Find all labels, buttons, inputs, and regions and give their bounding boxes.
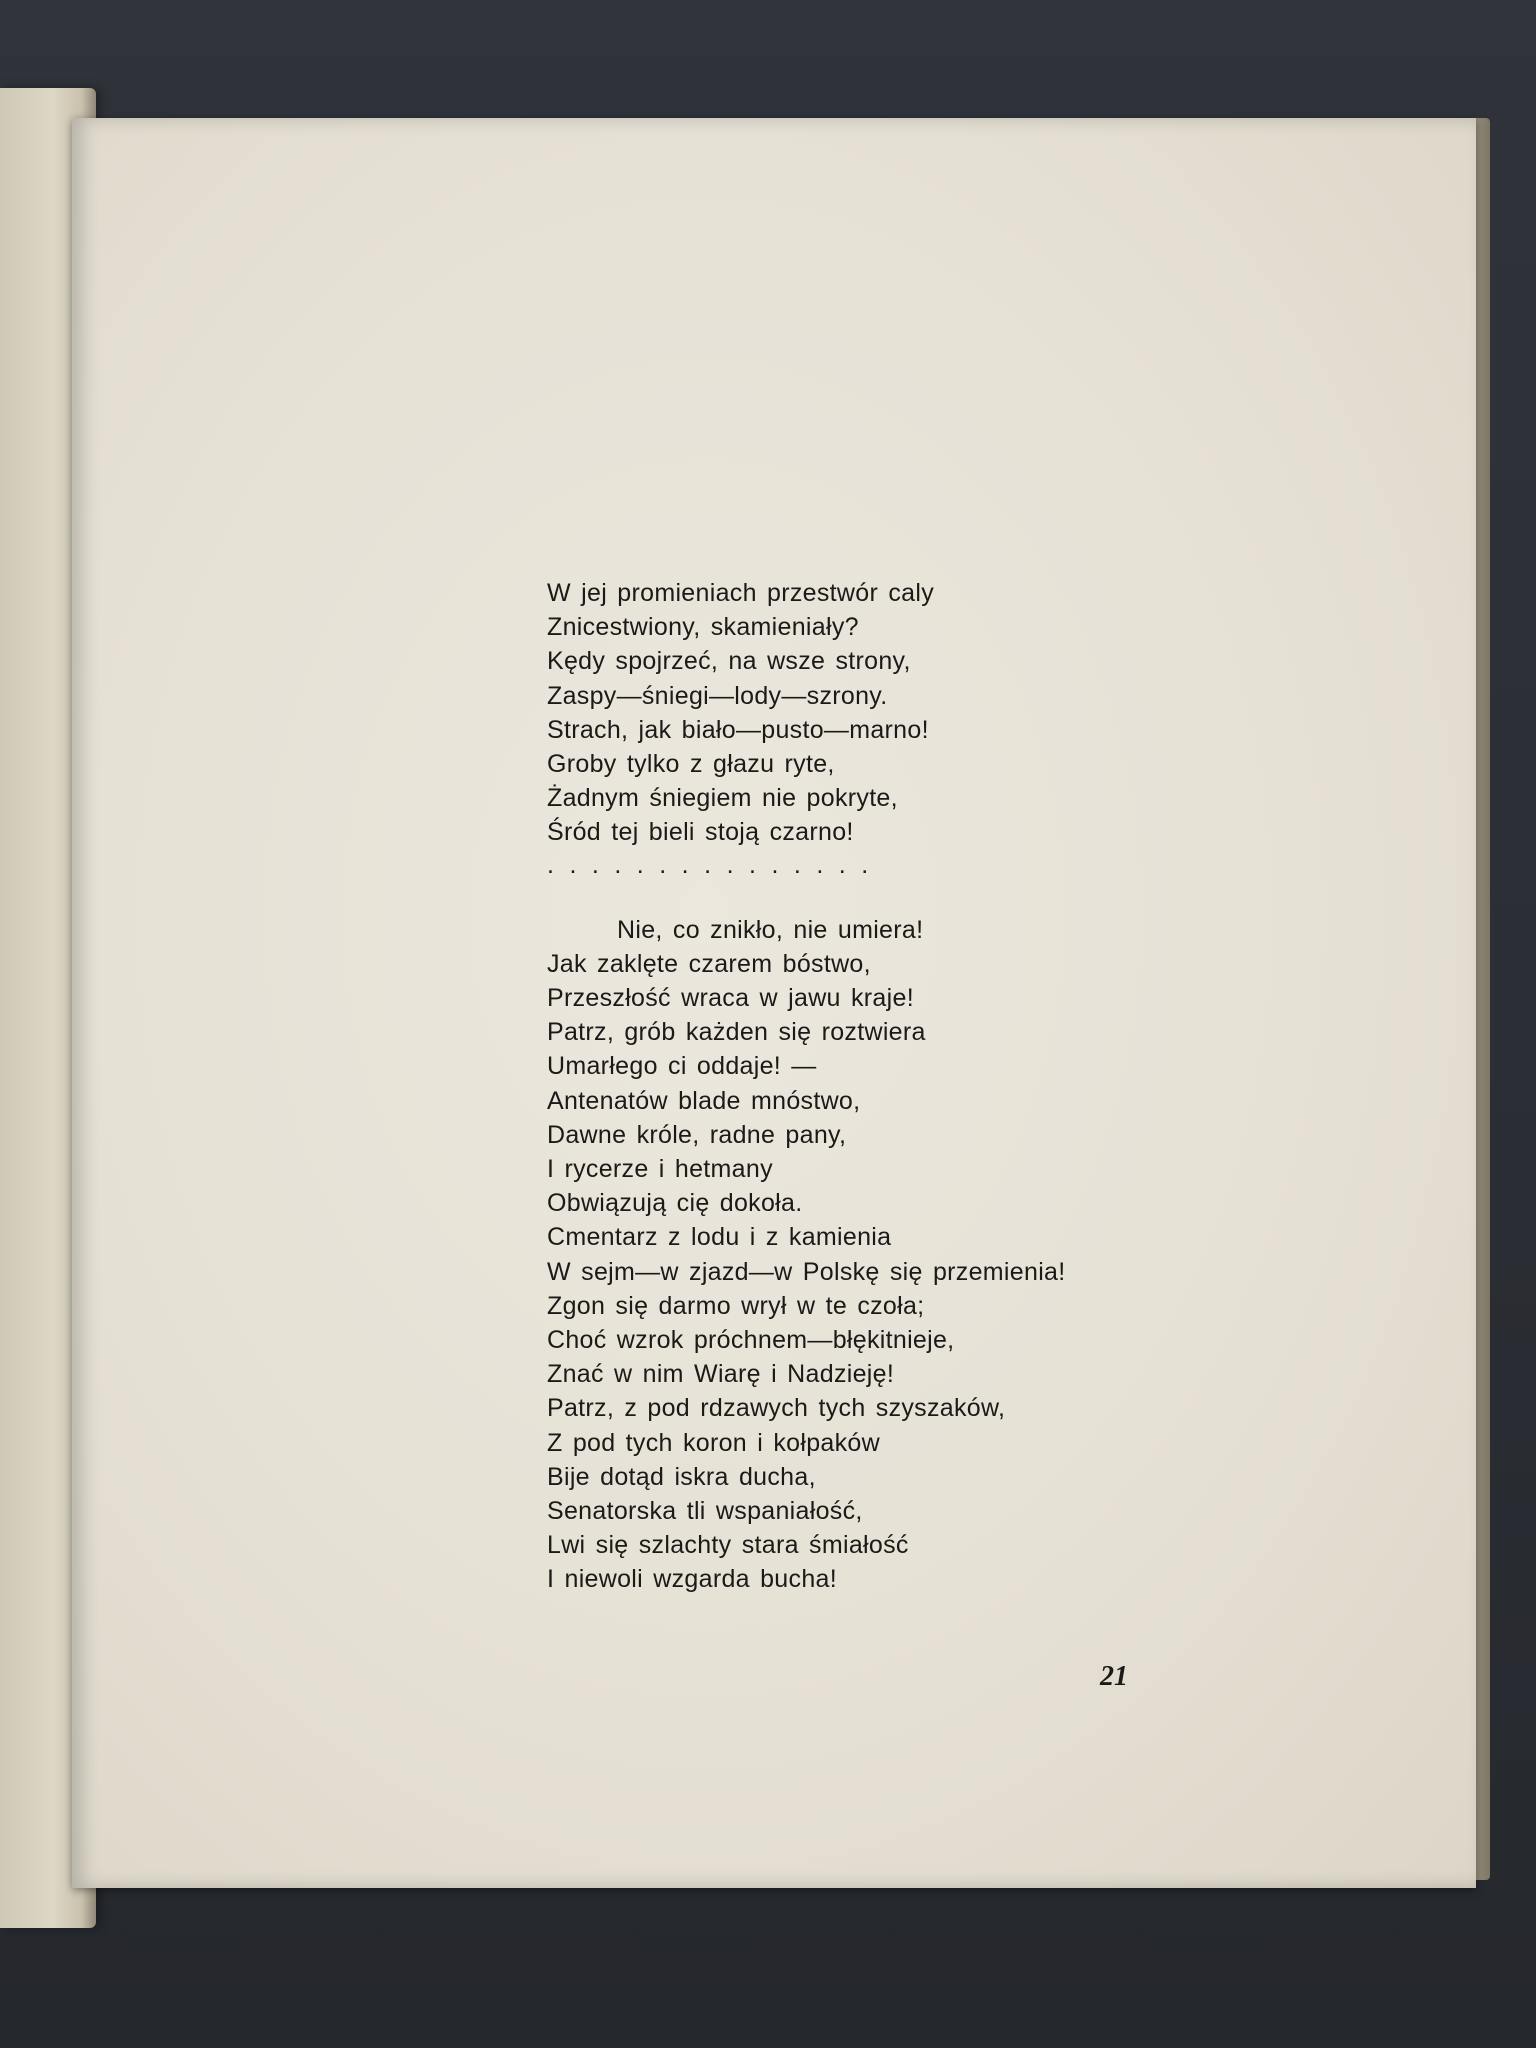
- poem-line: Z pod tych koron i kołpaków: [547, 1428, 880, 1457]
- poem-line: Zgon się darmo wrył w te czoła;: [547, 1291, 925, 1320]
- poem-line: Umarłego ci oddaje! —: [547, 1052, 817, 1081]
- ellipsis-separator: ...............: [547, 850, 884, 879]
- poem-line: W sejm—w zjazd—w Polskę się przemienia!: [547, 1257, 1066, 1286]
- poem-line: Śród tej bieli stoją czarno!: [547, 818, 854, 847]
- poem-line: Przeszłość wraca w jawu kraje!: [547, 984, 914, 1013]
- poem-line: Groby tylko z głazu ryte,: [547, 749, 835, 778]
- poem-line: Senatorska tli wspaniałość,: [547, 1496, 863, 1525]
- poem-line: Cmentarz z lodu i z kamienia: [547, 1223, 892, 1252]
- poem-line: Kędy spojrzeć, na wsze strony,: [547, 647, 911, 676]
- poem-line: Patrz, grób każden się roztwiera: [547, 1018, 926, 1047]
- poem-line: Jak zaklęte czarem bóstwo,: [547, 949, 871, 978]
- page-number: 21: [1100, 1661, 1128, 1692]
- poem-line: Strach, jak biało—pusto—marno!: [547, 715, 929, 744]
- poem-line: W jej promieniach przestwór caly: [547, 579, 934, 607]
- stanza-gap: [547, 884, 1267, 913]
- poem-line: Znać w nim Wiarę i Nadzieję!: [547, 1360, 895, 1389]
- poem-line: Lwi się szlachty stara śmiałość: [547, 1531, 909, 1560]
- poem-line: Choć wzrok próchnem—błękitnieje,: [547, 1325, 955, 1354]
- poem-line: Zaspy—śniegi—lody—szrony.: [547, 681, 888, 710]
- poem-line: Obwiązują cię dokoła.: [547, 1189, 803, 1218]
- poem-line: Dawne króle, radne pany,: [547, 1120, 847, 1149]
- poem-line: I niewoli wzgarda bucha!: [547, 1565, 837, 1594]
- poem-text: [547, 576, 1267, 1596]
- poem-line: Nie, co znikło, nie umiera!: [617, 915, 924, 944]
- poem-line: Żadnym śniegiem nie pokryte,: [547, 784, 898, 813]
- poem-line: Antenatów blade mnóstwo,: [547, 1086, 861, 1115]
- poem-line: I rycerze i hetmany: [547, 1155, 773, 1183]
- poem-line: Znicestwiony, skamieniały?: [547, 613, 859, 642]
- poem-line: Patrz, z pod rdzawych tych szyszaków,: [547, 1394, 1006, 1423]
- book-page: [72, 118, 1476, 1888]
- poem-line: Bije dotąd iskra ducha,: [547, 1462, 816, 1491]
